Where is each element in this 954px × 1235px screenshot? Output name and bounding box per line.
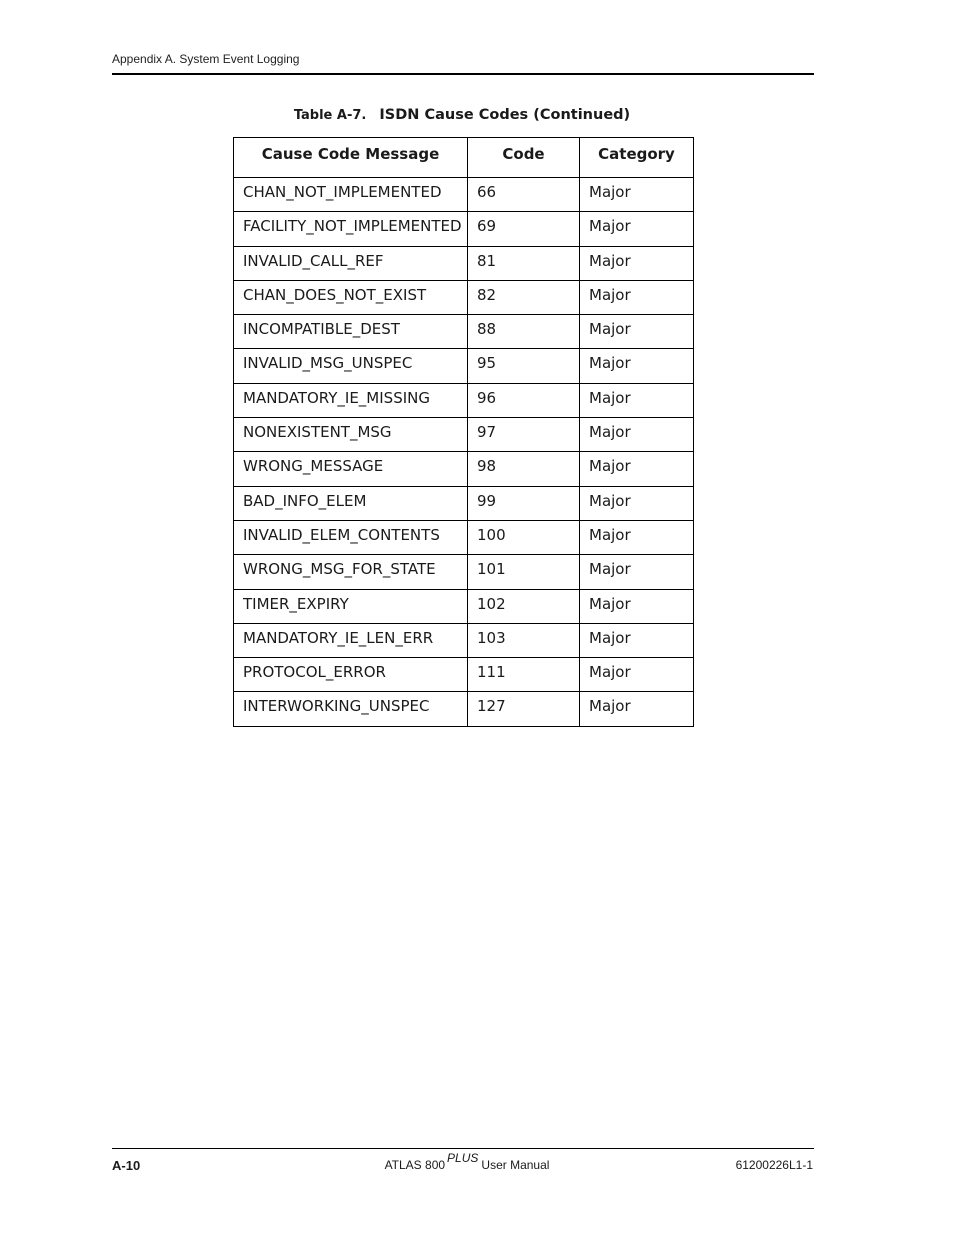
cell-category: Major bbox=[580, 452, 694, 486]
running-header: Appendix A. System Event Logging bbox=[112, 52, 300, 66]
cell-category: Major bbox=[580, 212, 694, 246]
cell-code: 81 bbox=[468, 246, 580, 280]
cell-code: 97 bbox=[468, 418, 580, 452]
table-row bbox=[234, 315, 694, 349]
cell-code: 88 bbox=[468, 315, 580, 349]
cell-message: INTERWORKING_UNSPEC bbox=[234, 692, 468, 726]
cell-category: Major bbox=[580, 520, 694, 554]
header-divider bbox=[112, 73, 814, 75]
cell-message: INVALID_ELEM_CONTENTS bbox=[234, 520, 468, 554]
cell-category: Major bbox=[580, 486, 694, 520]
cell-category: Major bbox=[580, 589, 694, 623]
product-suffix: PLUS bbox=[447, 1151, 479, 1165]
cell-category: Major bbox=[580, 349, 694, 383]
cell-category: Major bbox=[580, 692, 694, 726]
cell-message: MANDATORY_IE_MISSING bbox=[234, 383, 468, 417]
cell-code: 98 bbox=[468, 452, 580, 486]
table-row bbox=[234, 486, 694, 520]
column-header-category: Category bbox=[580, 138, 694, 178]
cell-message: INVALID_CALL_REF bbox=[234, 246, 468, 280]
cell-message: WRONG_MSG_FOR_STATE bbox=[234, 555, 468, 589]
cell-code: 95 bbox=[468, 349, 580, 383]
cell-code: 103 bbox=[468, 623, 580, 657]
page-number: A-10 bbox=[112, 1158, 141, 1173]
table-row bbox=[234, 280, 694, 314]
cell-category: Major bbox=[580, 555, 694, 589]
cell-code: 99 bbox=[468, 486, 580, 520]
cell-code: 127 bbox=[468, 692, 580, 726]
table-row bbox=[234, 418, 694, 452]
table-caption bbox=[0, 107, 924, 123]
table-row bbox=[234, 212, 694, 246]
column-header-code: Code bbox=[468, 138, 580, 178]
table-row bbox=[234, 452, 694, 486]
cell-code: 82 bbox=[468, 280, 580, 314]
cell-code: 69 bbox=[468, 212, 580, 246]
table-header-row bbox=[234, 138, 694, 178]
cell-code: 111 bbox=[468, 658, 580, 692]
cell-message: NONEXISTENT_MSG bbox=[234, 418, 468, 452]
cell-category: Major bbox=[580, 383, 694, 417]
table-row bbox=[234, 383, 694, 417]
table-row bbox=[234, 520, 694, 554]
cell-message: CHAN_DOES_NOT_EXIST bbox=[234, 280, 468, 314]
cell-code: 101 bbox=[468, 555, 580, 589]
cell-message: FACILITY_NOT_IMPLEMENTED bbox=[234, 212, 468, 246]
table-caption-text: ISDN Cause Codes (Continued) bbox=[379, 107, 631, 123]
table-row bbox=[234, 246, 694, 280]
table-row bbox=[234, 623, 694, 657]
table-row bbox=[234, 692, 694, 726]
cell-category: Major bbox=[580, 280, 694, 314]
cell-code: 100 bbox=[468, 520, 580, 554]
cell-message: INCOMPATIBLE_DEST bbox=[234, 315, 468, 349]
cell-code: 96 bbox=[468, 383, 580, 417]
cell-category: Major bbox=[580, 315, 694, 349]
cell-code: 102 bbox=[468, 589, 580, 623]
document-number: 61200226L1-1 bbox=[735, 1158, 813, 1172]
table-row bbox=[234, 589, 694, 623]
cell-category: Major bbox=[580, 658, 694, 692]
cell-message: PROTOCOL_ERROR bbox=[234, 658, 468, 692]
cell-category: Major bbox=[580, 178, 694, 212]
cell-message: BAD_INFO_ELEM bbox=[234, 486, 468, 520]
table-caption-number: Table A-7. bbox=[293, 108, 367, 123]
cell-category: Major bbox=[580, 623, 694, 657]
cell-category: Major bbox=[580, 418, 694, 452]
cell-message: MANDATORY_IE_LEN_ERR bbox=[234, 623, 468, 657]
table-row bbox=[234, 178, 694, 212]
cell-code: 66 bbox=[468, 178, 580, 212]
cause-codes-table bbox=[233, 137, 694, 727]
cell-category: Major bbox=[580, 246, 694, 280]
manual-label: User Manual bbox=[481, 1158, 550, 1172]
cell-message: WRONG_MESSAGE bbox=[234, 452, 468, 486]
cell-message: INVALID_MSG_UNSPEC bbox=[234, 349, 468, 383]
table-row bbox=[234, 658, 694, 692]
footer-divider bbox=[112, 1148, 814, 1149]
table-row bbox=[234, 555, 694, 589]
cell-message: CHAN_NOT_IMPLEMENTED bbox=[234, 178, 468, 212]
column-header-message: Cause Code Message bbox=[234, 138, 468, 178]
product-name: ATLAS 800 bbox=[384, 1158, 446, 1172]
cell-message: TIMER_EXPIRY bbox=[234, 589, 468, 623]
table-row bbox=[234, 349, 694, 383]
